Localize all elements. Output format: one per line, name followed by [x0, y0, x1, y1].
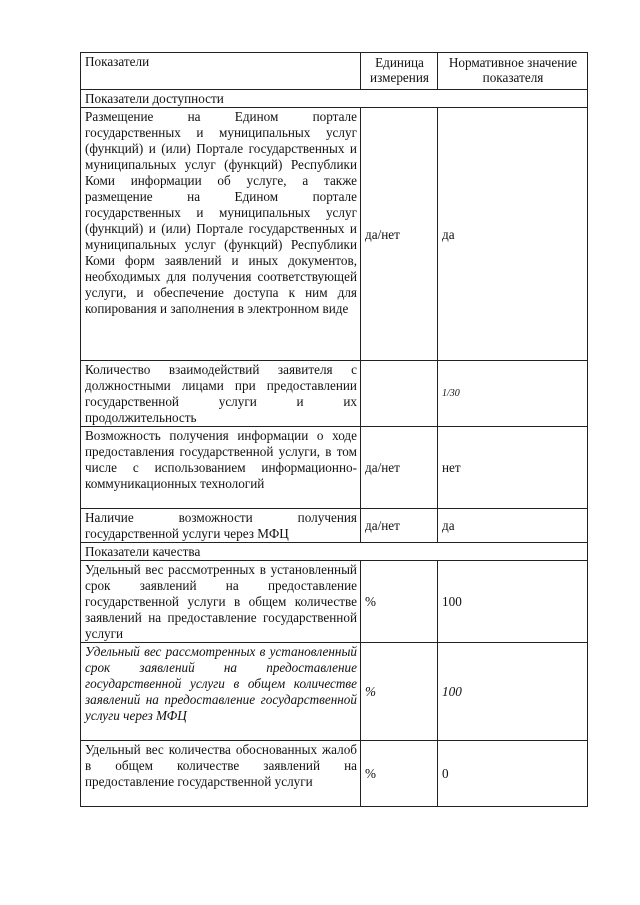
- indicator-cell: Удельный вес количества обоснованных жалоб в общем количестве заявлений на предоставление государственной услуги: [81, 741, 361, 807]
- table-row: [81, 741, 588, 807]
- indicator-cell: Возможность получения информации о ходе предоставления государственной услуги, в том числе с использованием информационно-коммуникационных технологий: [81, 427, 361, 509]
- unit-cell: да/нет: [361, 509, 438, 543]
- table-row: [81, 427, 588, 509]
- unit-cell: да/нет: [361, 108, 438, 361]
- unit-cell: %: [361, 643, 438, 741]
- indicator-cell: Удельный вес рассмотренных в установленный срок заявлений на предоставление государственной услуги в общем количестве заявлений на предоставление государственной услуги: [81, 561, 361, 643]
- unit-cell: [361, 361, 438, 427]
- norm-cell: 0: [438, 741, 588, 807]
- table-header-row: [81, 53, 588, 90]
- table-row: [81, 643, 588, 741]
- norm-cell: 1/30: [438, 361, 588, 427]
- section-title: Показатели доступности: [81, 90, 588, 108]
- section-title: Показатели качества: [81, 543, 588, 561]
- header-norm: Нормативное значение показателя: [438, 53, 588, 90]
- table-row: [81, 509, 588, 543]
- indicator-cell: Размещение на Едином портале государственных и муниципальных услуг (функций) и (или) Портале государственных и муниципальных услуг (функций) Республики Коми информации об услуге, а также размещение на Едином портале государственных и муниципальных услуг (функций) и (или) Портале государственных и муниципальных услуг (функций) Республики Коми форм заявлений и иных документов, необходимых для получения соответствующей услуги, и обеспечение доступа к ним для копирования и заполнения в электронном виде: [81, 108, 361, 361]
- norm-cell: 100: [438, 643, 588, 741]
- table-row: [81, 361, 588, 427]
- norm-cell: 100: [438, 561, 588, 643]
- header-indicator: Показатели: [81, 53, 361, 90]
- norm-cell: нет: [438, 427, 588, 509]
- unit-cell: %: [361, 741, 438, 807]
- indicator-cell: Наличие возможности получения государственной услуги через МФЦ: [81, 509, 361, 543]
- indicator-cell: Количество взаимодействий заявителя с должностными лицами при предоставлении государственной услуги и их продолжительность: [81, 361, 361, 427]
- table-row: [81, 561, 588, 643]
- section-row-quality: [81, 543, 588, 561]
- unit-cell: %: [361, 561, 438, 643]
- norm-cell: да: [438, 108, 588, 361]
- unit-cell: да/нет: [361, 427, 438, 509]
- indicators-table: [80, 52, 588, 807]
- table-row: [81, 108, 588, 361]
- norm-cell: да: [438, 509, 588, 543]
- indicator-cell: Удельный вес рассмотренных в установленный срок заявлений на предоставление государственной услуги в общем количестве заявлений на предоставление государственной услуги через МФЦ: [81, 643, 361, 741]
- section-row-accessibility: [81, 90, 588, 108]
- header-unit: Единица измерения: [361, 53, 438, 90]
